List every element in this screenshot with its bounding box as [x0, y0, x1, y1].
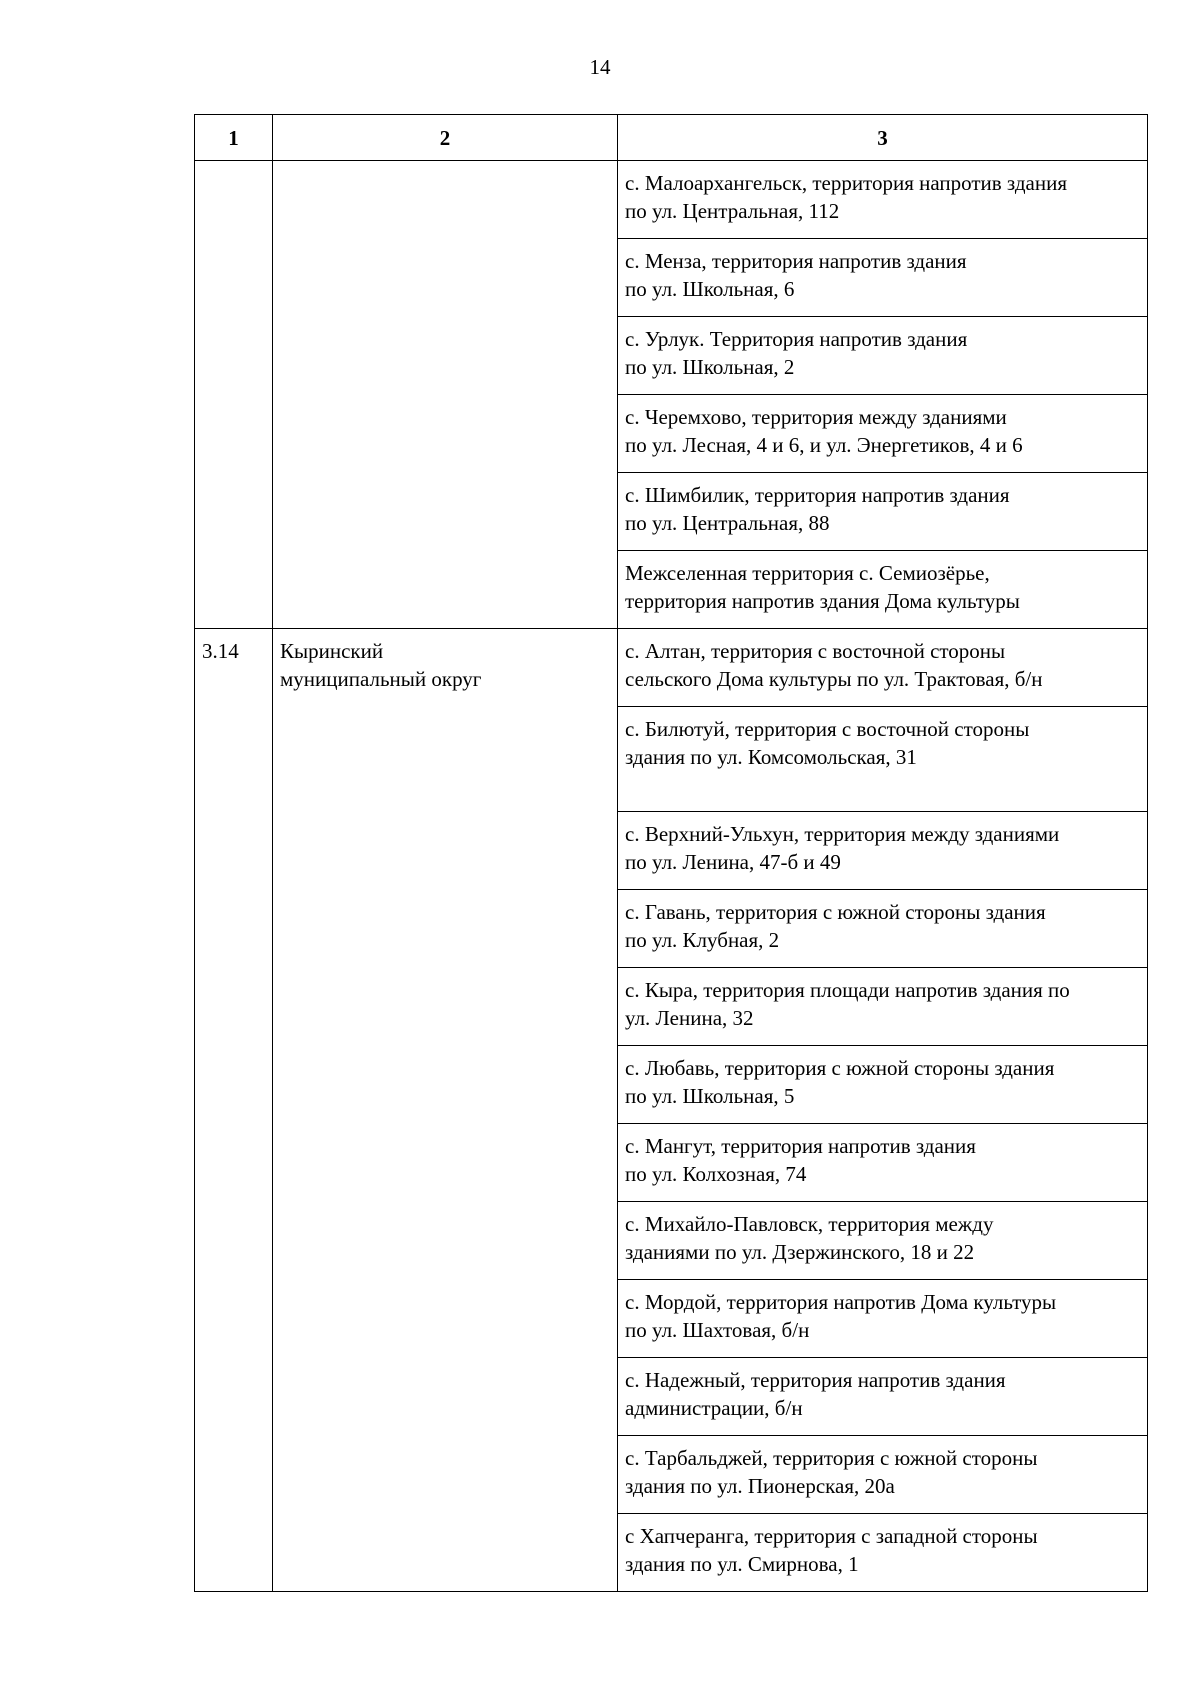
location-cell [618, 551, 1148, 629]
location-cell [618, 1280, 1148, 1358]
location-line: сельского Дома культуры по ул. Трактовая, б/н [625, 667, 1043, 691]
location-cell [618, 395, 1148, 473]
location-line: территория напротив здания Дома культуры [625, 589, 1020, 613]
location-line: с. Малоархангельск, территория напротив здания [625, 171, 1067, 195]
location-line: по ул. Центральная, 88 [625, 511, 830, 535]
location-line: с. Урлук. Территория напротив здания [625, 327, 968, 351]
location-line: с. Верхний-Ульхун, территория между зданиями [625, 822, 1060, 846]
location-line: администрации, б/н [625, 1396, 803, 1420]
location-line: с. Шимбилик, территория напротив здания [625, 483, 1010, 507]
location-line: с. Менза, территория напротив здания [625, 249, 967, 273]
location-line: с. Кыра, территория площади напротив здания по [625, 978, 1070, 1002]
location-line: с. Гавань, территория с южной стороны здания [625, 900, 1046, 924]
location-line: с. Михайло-Павловск, территория между [625, 1212, 994, 1236]
location-cell [618, 1046, 1148, 1124]
location-line: с. Билютуй, территория с восточной стороны [625, 717, 1030, 741]
district-name-cell [273, 161, 618, 629]
table-row [195, 161, 1148, 239]
location-line: по ул. Клубная, 2 [625, 928, 780, 952]
location-line: с. Мордой, территория напротив Дома культуры [625, 1290, 1057, 1314]
location-line: по ул. Школьная, 5 [625, 1084, 795, 1108]
location-line: с. Надежный, территория напротив здания [625, 1368, 1006, 1392]
district-name-line: муниципальный округ [280, 667, 482, 691]
location-line: с. Алтан, территория с восточной стороны [625, 639, 1006, 663]
location-cell [618, 629, 1148, 707]
column-header-name: 2 [273, 115, 618, 161]
location-cell [618, 473, 1148, 551]
location-cell [618, 161, 1148, 239]
location-line: здания по ул. Пионерская, 20а [625, 1474, 895, 1498]
location-line: с. Любавь, территория с южной стороны здания [625, 1056, 1055, 1080]
location-line: по ул. Лесная, 4 и 6, и ул. Энергетиков, 4 и 6 [625, 433, 1023, 457]
column-header-number: 1 [195, 115, 273, 161]
location-line: по ул. Школьная, 6 [625, 277, 795, 301]
location-cell [618, 1358, 1148, 1436]
location-line: по ул. Шахтовая, б/н [625, 1318, 810, 1342]
district-name-line: Кыринский [280, 639, 384, 663]
location-line: с. Мангут, территория напротив здания [625, 1134, 976, 1158]
row-number-cell: 3.14 [195, 629, 273, 1592]
location-line: по ул. Школьная, 2 [625, 355, 795, 379]
location-line: с Хапчеранга, территория с западной стороны [625, 1524, 1038, 1548]
location-cell [618, 812, 1148, 890]
location-cell [618, 239, 1148, 317]
locations-table [194, 114, 1148, 1592]
location-line: Межселенная территория с. Семиозёрье, [625, 561, 990, 585]
location-line: по ул. Центральная, 112 [625, 199, 840, 223]
location-cell [618, 1124, 1148, 1202]
column-header-location: 3 [618, 115, 1148, 161]
location-line: по ул. Колхозная, 74 [625, 1162, 807, 1186]
location-cell [618, 890, 1148, 968]
table-header-row [195, 115, 1148, 161]
location-cell [618, 317, 1148, 395]
location-cell [618, 1514, 1148, 1592]
location-line: здания по ул. Смирнова, 1 [625, 1552, 859, 1576]
location-cell [618, 968, 1148, 1046]
location-line: здания по ул. Комсомольская, 31 [625, 745, 917, 769]
location-line: зданиями по ул. Дзержинского, 18 и 22 [625, 1240, 975, 1264]
location-line: ул. Ленина, 32 [625, 1006, 754, 1030]
location-cell [618, 1436, 1148, 1514]
location-cell [618, 1202, 1148, 1280]
page-number: 14 [589, 55, 611, 79]
location-cell [618, 707, 1148, 812]
district-name-cell [273, 629, 618, 1592]
row-number-cell [195, 161, 273, 629]
location-line: с. Тарбальджей, территория с южной стороны [625, 1446, 1038, 1470]
location-line: с. Черемхово, территория между зданиями [625, 405, 1007, 429]
table-row [195, 629, 1148, 707]
location-line: по ул. Ленина, 47-б и 49 [625, 850, 841, 874]
